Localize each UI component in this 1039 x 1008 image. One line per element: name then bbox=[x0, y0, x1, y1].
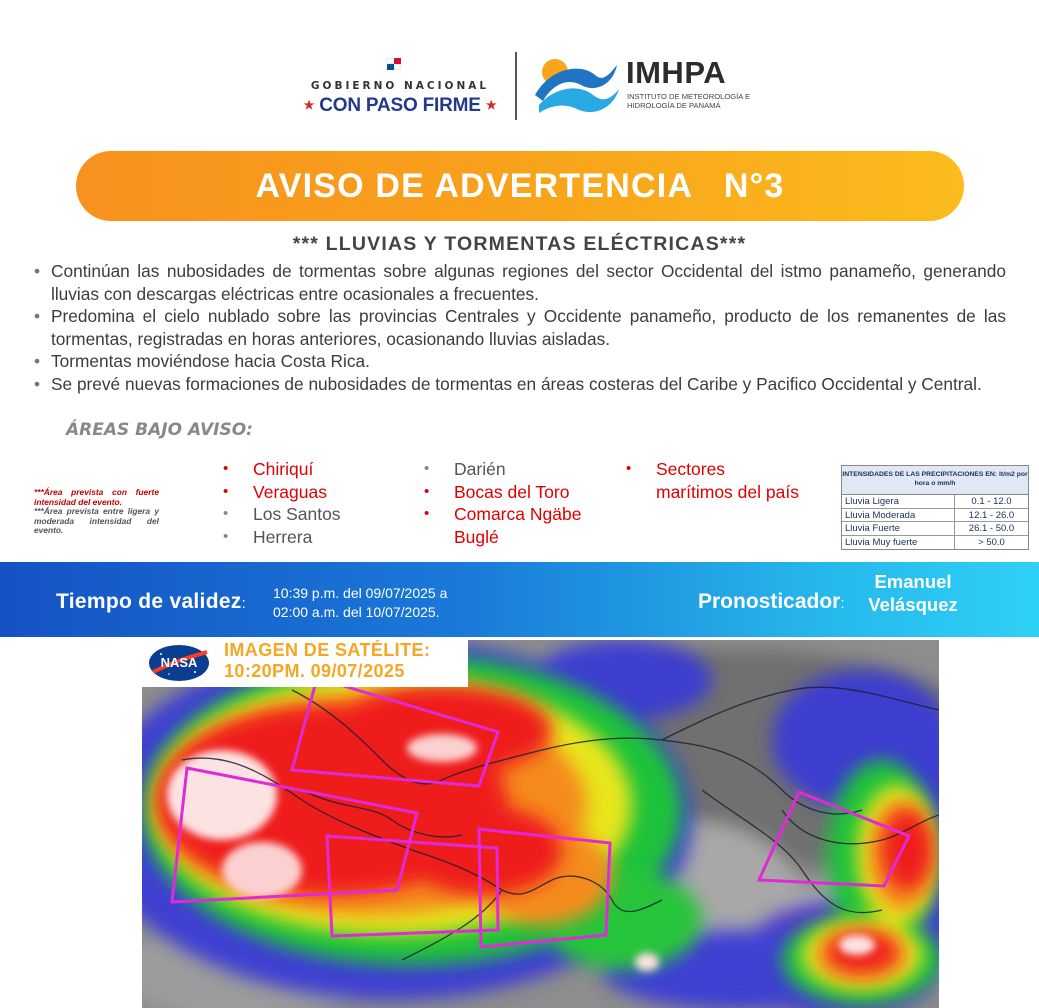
forecaster-label-text: Pronosticador bbox=[698, 590, 841, 613]
validity-period bbox=[273, 584, 447, 622]
gov-motto: CON PASO FIRME bbox=[319, 95, 481, 116]
area-item: • Los Santos bbox=[223, 503, 403, 526]
forecaster-label bbox=[698, 590, 845, 614]
bullet-item: • Se prevé nuevas formaciones de nubosidades de tormentas en áreas costeras del Caribe y Pacifico Occidental y Central. bbox=[34, 373, 1006, 396]
table-cell-label: Lluvia Fuerte bbox=[842, 522, 955, 535]
nasa-logo-icon bbox=[147, 644, 211, 682]
star-icon: ★ bbox=[485, 98, 497, 112]
area-item: • Sectores marítimos del país bbox=[626, 458, 801, 503]
satellite-cloud-map bbox=[142, 640, 939, 1008]
area-item: • Herrera bbox=[223, 526, 403, 549]
validity-bar bbox=[0, 562, 1039, 637]
validity-colon: : bbox=[241, 595, 247, 612]
validity-label bbox=[56, 590, 246, 614]
table-cell-range: 26.1 - 50.0 bbox=[968, 523, 1015, 534]
logo-divider bbox=[515, 52, 517, 120]
satellite-title-line1: IMAGEN DE SATÉLITE: bbox=[224, 640, 431, 660]
area-item: • Bocas del Toro bbox=[424, 481, 614, 504]
bullet-item: • Tormentas moviéndose hacia Costa Rica. bbox=[34, 350, 1006, 373]
validity-start: 10:39 p.m. del 09/07/2025 a bbox=[273, 585, 448, 601]
intensity-note bbox=[34, 488, 159, 536]
imhpa-subtitle: INSTITUTO DE METEOROLOGÍA E HIDROLOGÍA DE PANAMÁ bbox=[627, 92, 751, 110]
panama-flag-icon bbox=[387, 58, 401, 70]
imhpa-name: IMHPA bbox=[626, 55, 727, 90]
note-strong: ***Área prevista con fuerte intensidad del evento. bbox=[34, 487, 159, 507]
areas-title: ÁREAS BAJO AVISO: bbox=[66, 420, 253, 440]
area-item: • Veraguas bbox=[223, 481, 403, 504]
forecaster-colon: : bbox=[840, 595, 845, 612]
areas-column-2 bbox=[424, 458, 614, 548]
bullet-item: • Continúan las nubosidades de tormentas sobre algunas regiones del sector Occidental del istmo panameño, generando lluvias con descargas eléctricas entre ocasionales a frecuentes. bbox=[34, 260, 1006, 305]
table-cell-range: > 50.0 bbox=[978, 536, 1005, 548]
warning-bullets bbox=[34, 260, 1006, 395]
imhpa-emblem-icon bbox=[533, 55, 621, 119]
bullet-item: • Predomina el cielo nublado sobre las provincias Centrales y Occidente panameño, producto de los remanentes de las tormentas, registradas en horas anteriores, ocasionando lluvias aisladas. bbox=[34, 305, 1006, 350]
table-row bbox=[842, 536, 1028, 550]
gov-line1: GOBIERNO NACIONAL bbox=[310, 80, 490, 92]
nasa-logo-text: NASA bbox=[160, 655, 198, 670]
gobierno-nacional-logo bbox=[295, 58, 505, 120]
satellite-caption bbox=[142, 640, 468, 687]
area-item: • Darién bbox=[424, 458, 614, 481]
table-cell-label: Lluvia Moderada bbox=[842, 509, 955, 522]
satellite-title bbox=[224, 640, 430, 682]
gov-line2 bbox=[295, 95, 505, 117]
table-row bbox=[842, 495, 1028, 509]
warning-subheading: *** LLUVIAS Y TORMENTAS ELÉCTRICAS*** bbox=[292, 233, 747, 255]
star-icon: ★ bbox=[303, 98, 315, 112]
satellite-timestamp: 10:20PM. 09/07/2025 bbox=[224, 661, 405, 681]
table-cell-range: 12.1 - 26.0 bbox=[968, 509, 1015, 521]
areas-column-3 bbox=[626, 458, 801, 503]
validity-end: 02:00 a.m. del 10/07/2025. bbox=[273, 604, 440, 620]
table-cell-label: Lluvia Ligera bbox=[842, 495, 955, 508]
warning-title-banner bbox=[76, 151, 964, 221]
table-cell-label: Lluvia Muy fuerte bbox=[842, 536, 955, 550]
validity-label-text: Tiempo de validez bbox=[56, 590, 242, 613]
note-moderate: ***Área prevista entre ligera y moderada intensidad del evento. bbox=[34, 506, 159, 536]
table-row bbox=[842, 522, 1028, 536]
warning-title: AVISO DE ADVERTENCIA N°3 bbox=[255, 167, 785, 205]
areas-column-1 bbox=[223, 458, 403, 548]
imhpa-logo bbox=[533, 55, 763, 119]
area-item: • Chiriquí bbox=[223, 458, 403, 481]
table-header: INTENSIDADES DE LAS PRECIPITACIONES EN: lt/m2 por hora o mm/h bbox=[842, 466, 1028, 495]
table-cell-range: 0.1 - 12.0 bbox=[971, 496, 1012, 507]
area-item: • Comarca Ngäbe Buglé bbox=[424, 503, 614, 548]
forecaster-name: Emanuel Velásquez bbox=[868, 571, 958, 615]
precipitation-intensity-table bbox=[841, 465, 1029, 550]
satellite-image bbox=[142, 640, 939, 1008]
table-row bbox=[842, 509, 1028, 523]
